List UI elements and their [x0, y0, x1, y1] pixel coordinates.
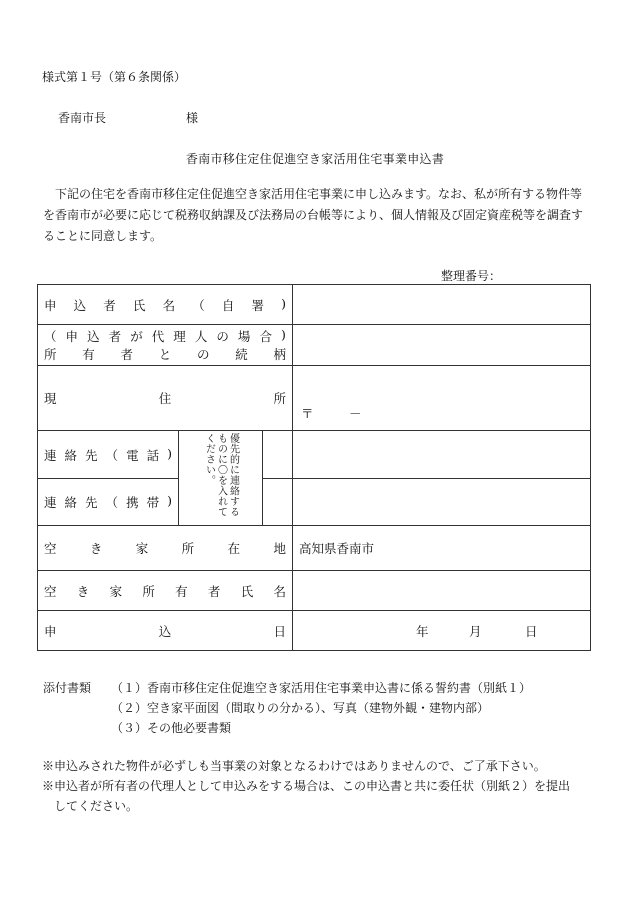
- label-current-address: [38, 366, 293, 431]
- label-char: の: [216, 329, 229, 344]
- label-char: 話: [146, 447, 160, 463]
- postal-dash: －: [349, 406, 362, 421]
- row-applicant-name: [38, 285, 591, 325]
- row-address: [38, 366, 591, 431]
- priority-note-cell: [179, 431, 263, 526]
- label-char: 空: [44, 541, 57, 556]
- mobile-priority-checkbox[interactable]: [263, 479, 293, 526]
- label-contact-phone: [38, 431, 179, 479]
- label-char: 所: [142, 583, 155, 599]
- label-char: 名: [273, 583, 286, 599]
- note-line: ※申込みされた物件が必ずしも当事業の対象となるわけではありませんので、ご了承下さい。: [42, 759, 546, 773]
- label-char: 絡: [64, 447, 78, 463]
- label-char: 先: [85, 447, 98, 463]
- label-char: 空: [44, 583, 57, 599]
- label-char: 署: [251, 297, 264, 313]
- label-char: 氏: [132, 297, 146, 313]
- field-label-text: [44, 327, 286, 345]
- application-form-table: [37, 284, 591, 651]
- attachment-item: （１）香南市移住定住促進空き家活用住宅事業申込書に係る誓約書（別紙１）: [111, 681, 532, 695]
- label-char: 所: [273, 391, 287, 406]
- label-char: 携: [126, 495, 139, 510]
- label-char: 申: [44, 623, 57, 639]
- priority-note: 優先的に連絡するものに〇を入れてください。: [203, 433, 239, 517]
- row-owner-relation: [38, 325, 591, 366]
- label-char: （: [105, 447, 119, 463]
- label-char: 所: [181, 541, 195, 556]
- field-label-text: [44, 446, 172, 464]
- label-char: 合: [259, 329, 272, 344]
- label-apply-date: [38, 611, 293, 651]
- label-contact-mobile: [38, 479, 179, 526]
- attachment-item: （３）その他必要書類: [111, 721, 232, 735]
- label-char: ): [281, 295, 287, 311]
- label-char: 有: [175, 583, 188, 599]
- label-char: ): [281, 327, 286, 342]
- label-char: と: [158, 347, 172, 362]
- applicant-name-field[interactable]: [293, 285, 591, 325]
- label-char: 住: [158, 391, 172, 406]
- label-char: 有: [82, 347, 95, 362]
- label-char: 氏: [240, 583, 254, 599]
- label-char: 帯: [146, 495, 160, 510]
- row-vacant-location: [38, 526, 591, 571]
- mobile-field[interactable]: [293, 479, 591, 526]
- note-line: ※申込者が所有者の代理人として申込みをする場合は、この申込書と共に委任状（別紙２）を提出: [42, 779, 571, 793]
- label-char: 者: [108, 329, 122, 344]
- label-char: 続: [235, 347, 248, 362]
- label-char: ): [167, 493, 172, 508]
- label-char: 者: [120, 347, 134, 362]
- intro-paragraph: 下記の住宅を香南市移住定住促進空き家活用住宅事業に申し込みます。なお、私が所有する物件等を香南市が必要に応じて税務収納課及び法務局の台帳等により、個人情報及び固定資産税等を調査することに同意します。: [43, 187, 584, 243]
- label-char: の: [197, 347, 210, 362]
- label-char: 代: [151, 329, 165, 344]
- row-contact-mobile: [38, 479, 591, 526]
- label-char: が: [130, 329, 143, 344]
- label-char: 電: [126, 447, 139, 463]
- field-label-text: [44, 389, 286, 407]
- note-line: してください。: [42, 799, 139, 813]
- label-char: 日: [273, 623, 287, 639]
- row-contact-phone: [38, 431, 591, 479]
- label-char: 込: [158, 623, 172, 639]
- label-vacant-owner: [38, 571, 293, 611]
- honorific: 様: [186, 111, 199, 125]
- apply-date-field[interactable]: [293, 611, 591, 651]
- label-char: 名: [162, 297, 176, 313]
- label-char: 場: [237, 329, 251, 344]
- postal-mark: 〒: [301, 406, 314, 421]
- phone-priority-checkbox[interactable]: [263, 431, 293, 479]
- label-char: 地: [273, 541, 286, 556]
- label-char: 在: [227, 541, 241, 556]
- label-char: 込: [87, 329, 100, 344]
- label-char: （: [105, 495, 119, 510]
- form-number: 様式第１号（第６条関係）: [42, 70, 187, 84]
- label-char: 人: [194, 329, 208, 344]
- attachment-item: （２）空き家平面図（間取りの分かる）、写真（建物外観・建物内部）: [111, 701, 490, 715]
- row-vacant-owner: [38, 571, 591, 611]
- attachments: [43, 678, 532, 735]
- label-char: 家: [109, 583, 123, 599]
- addressee-name: 香南市長: [58, 111, 107, 125]
- label-char: 家: [135, 541, 149, 556]
- label-char: （: [44, 329, 57, 344]
- label-char: き: [76, 583, 90, 599]
- label-char: 申: [65, 329, 79, 344]
- label-char: 現: [44, 391, 57, 406]
- vacant-owner-field[interactable]: [293, 571, 591, 611]
- addressee: [58, 109, 198, 126]
- phone-field[interactable]: [293, 431, 591, 479]
- field-label-text: [44, 493, 172, 511]
- label-char: 者: [103, 297, 116, 313]
- registration-number-label: 整理番号：: [441, 269, 502, 283]
- field-label-text: [44, 345, 286, 363]
- row-apply-date: [38, 611, 591, 651]
- attachments-label: 添付書類: [43, 681, 92, 695]
- label-char: 者: [207, 583, 221, 599]
- label-applicant-name: [38, 285, 293, 325]
- current-address-field[interactable]: [293, 366, 591, 431]
- label-char: き: [89, 541, 103, 556]
- label-char: 柄: [273, 347, 287, 362]
- label-owner-relation: [38, 325, 293, 366]
- label-char: 先: [85, 495, 98, 510]
- label-char: 所: [44, 347, 57, 362]
- label-char: 連: [44, 495, 57, 510]
- field-label-text: [44, 296, 286, 314]
- label-char: 自: [221, 297, 235, 313]
- label-char: 込: [73, 297, 87, 313]
- month-label: 月: [469, 623, 482, 639]
- year-label: 年: [416, 623, 429, 639]
- field-label-text: [44, 582, 286, 600]
- label-char: ): [167, 445, 172, 461]
- label-char: 絡: [64, 495, 78, 510]
- field-label-text: [44, 539, 286, 557]
- notes: [42, 756, 570, 816]
- label-char: 理: [173, 329, 186, 344]
- label-char: （: [192, 297, 205, 313]
- label-char: 申: [44, 297, 57, 313]
- label-vacant-location: [38, 526, 293, 571]
- owner-relation-field[interactable]: [293, 325, 591, 366]
- field-label-text: [44, 622, 286, 640]
- label-char: 連: [44, 447, 57, 463]
- day-label: 日: [525, 623, 538, 639]
- vacant-location-field[interactable]: 高知県香南市: [293, 526, 591, 571]
- document-title: 香南市移住定住促進空き家活用住宅事業申込書: [185, 152, 445, 166]
